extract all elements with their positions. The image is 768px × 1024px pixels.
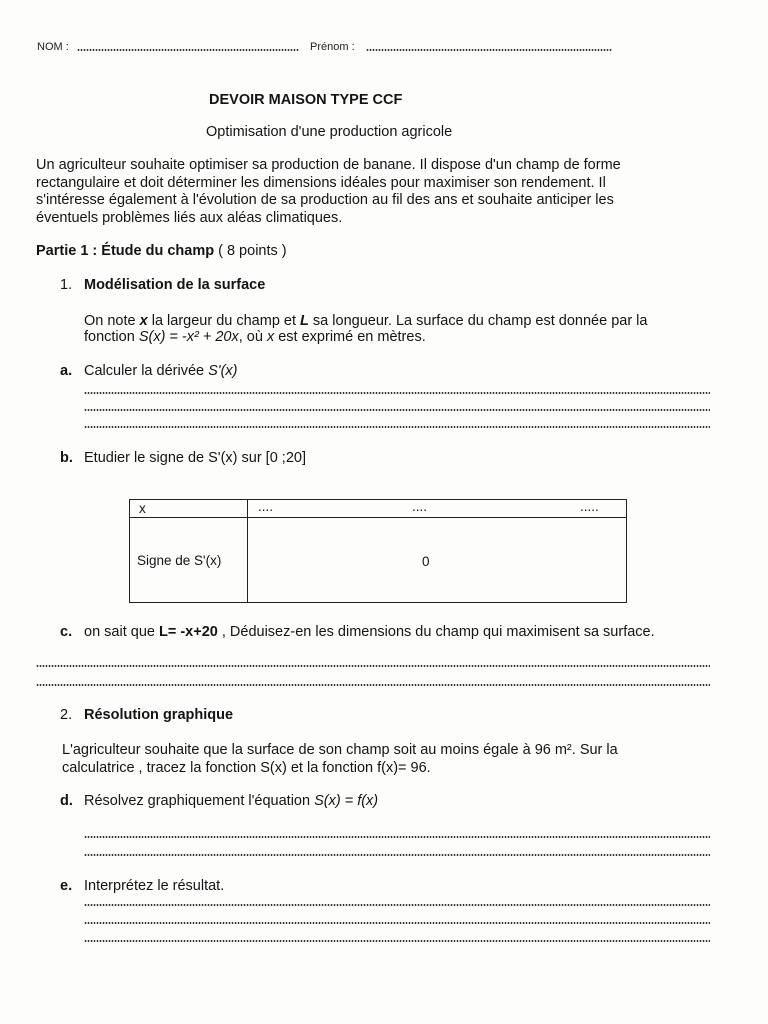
text-span: est exprimé en mètres. [274, 329, 426, 345]
sign-table-x-value[interactable]: ..... [580, 499, 599, 514]
prenom-label: Prénom : [310, 41, 355, 53]
question-a-text [84, 363, 237, 380]
answer-line[interactable] [84, 426, 710, 428]
text-span: Résolvez graphiquement l'équation [84, 793, 315, 809]
nom-blank [77, 49, 299, 51]
section1-title: Modélisation de la surface [84, 277, 266, 293]
question-e-text: Interprétez le résultat. [84, 878, 225, 894]
text-span: Calculer la dérivée [84, 363, 209, 379]
section2-line: L'agriculteur souhaite que la surface de son champ soit au moins égale à 96 m². Sur la [62, 742, 618, 758]
intro-line: Un agriculteur souhaite optimiser sa production de banane. Il dispose d'un champ de forme [36, 157, 621, 173]
answer-line[interactable] [84, 940, 710, 942]
answer-line[interactable] [36, 665, 710, 667]
question-b-letter: b. [60, 450, 73, 466]
var-x: x [139, 313, 148, 329]
var-L: L [300, 313, 309, 329]
document-title: DEVOIR MAISON TYPE CCF [209, 92, 403, 108]
document-subtitle: Optimisation d'une production agricole [206, 124, 453, 140]
answer-line[interactable] [84, 409, 710, 411]
formula-derivative: S'(x) [208, 363, 238, 379]
question-c-text [84, 624, 655, 641]
intro-line: rectangulaire et doit déterminer les dimensions idéales pour maximiser son rendement. Il [36, 174, 606, 191]
section1-text-line2 [84, 329, 426, 346]
intro-line: éventuels problèmes liés aux aléas climatiques. [36, 209, 343, 226]
text-span: , où [238, 329, 267, 345]
partie1-heading [36, 243, 287, 260]
sign-table-x-value[interactable]: .... [412, 499, 428, 514]
section2-paragraph [62, 742, 618, 777]
nom-label: NOM : [37, 41, 69, 53]
sign-table-header-row [130, 500, 626, 518]
question-d-text [84, 793, 378, 810]
formula-equation: S(x) = f(x) [314, 793, 379, 809]
sign-table-x-value[interactable]: .... [258, 499, 274, 514]
question-a-letter: a. [60, 363, 73, 379]
sign-table [129, 499, 627, 603]
section2-line: calculatrice , tracez la fonction S(x) et la fonction f(x)= 96. [62, 759, 431, 776]
answer-line[interactable] [84, 854, 710, 856]
formula-L: L= -x+20 [158, 624, 218, 640]
text-span: , Déduisez-en les dimensions du champ qui maximisent sa surface. [217, 624, 655, 640]
section1-number: 1. [60, 277, 73, 293]
sign-table-row-label: Signe de S'(x) [137, 553, 222, 568]
answer-line[interactable] [84, 836, 710, 838]
question-b-text: Etudier le signe de S'(x) sur [0 ;20] [84, 450, 306, 466]
text-span: sa longueur. La surface du champ est donnée par la [308, 313, 648, 329]
text-span: la largeur du champ et [147, 313, 301, 329]
section1-text-line1 [84, 313, 647, 330]
section2-number: 2. [60, 707, 73, 723]
answer-line[interactable] [84, 922, 710, 924]
answer-line[interactable] [84, 904, 710, 906]
formula-S: S(x) = -x² + 20x [138, 329, 239, 345]
text-span: On note [84, 313, 140, 329]
sign-table-x-label: x [139, 501, 146, 516]
text-span: fonction [84, 329, 139, 345]
sign-table-divider [247, 500, 248, 602]
answer-line[interactable] [84, 392, 710, 394]
var-x: x [266, 329, 275, 345]
text-span: on sait que [84, 624, 159, 640]
partie1-title: Partie 1 : Étude du champ [36, 243, 215, 259]
prenom-blank [366, 49, 612, 51]
sign-table-zero: 0 [422, 554, 430, 569]
question-c-letter: c. [60, 624, 73, 640]
partie1-points: ( 8 points ) [218, 243, 287, 259]
question-d-letter: d. [60, 793, 73, 809]
question-e-letter: e. [60, 878, 73, 894]
intro-line: s'intéresse également à l'évolution de sa production au fil des ans et souhaite anticiper les [36, 192, 614, 208]
intro-paragraph [36, 157, 621, 227]
section2-title: Résolution graphique [84, 707, 234, 723]
answer-line[interactable] [36, 684, 710, 686]
